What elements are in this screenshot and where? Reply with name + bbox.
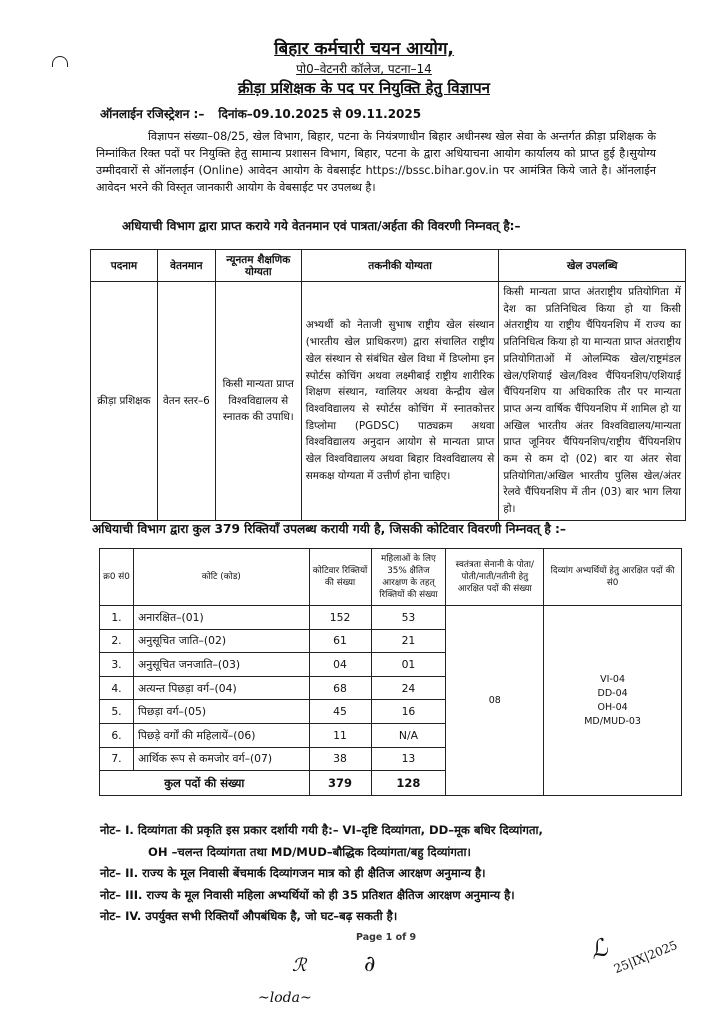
org-address: पो0–वेटनरी कॉलेज, पटना–14	[296, 62, 432, 76]
table-row: 1. अनारक्षित–(01) 152 53 08 VI-04 DD-04 OH-04 MD/MUD-03	[100, 606, 682, 630]
registration-period: दिनांक–09.10.2025 से 09.11.2025	[218, 107, 422, 121]
note-2: नोट– II. राज्य के मूल निवासी बेंचमार्क दिव्यांगजन मात्र को ही क्षैतिज आरक्षण अनुमान्य है।	[100, 866, 486, 880]
total-label: कुल पदों की संख्या	[100, 771, 310, 796]
vacancy-table	[99, 548, 682, 796]
col-category: कोटि (कोड)	[133, 549, 309, 606]
vacancy-heading: अधियाची विभाग द्वारा कुल 379 रिक्तियाँ उपलब्ध करायी गयी है, जिसकी कोटिवार विवरणी निम्नवत् है :–	[92, 522, 567, 536]
post-name: क्रीड़ा प्रशिक्षक	[91, 282, 158, 521]
col-women: महिलाओं के लिए 35% क्षैतिज आरक्षण के तहत् रिक्तियों की संख्या	[371, 549, 446, 606]
signature-initial-2: ∂	[364, 952, 376, 977]
disability-reservation: VI-04 DD-04 OH-04 MD/MUD-03	[544, 606, 682, 796]
eligibility-heading: अधियाची विभाग द्वारा प्राप्त कराये गये वेतनमान एवं पात्रता/अर्हता की विवरणी निम्नवत् है:–	[122, 219, 521, 233]
signature-initial-3: ~loda~	[258, 990, 312, 1006]
pay-level: वेतन स्तर–6	[157, 282, 215, 521]
intro-paragraph: विज्ञापन संख्या–08/25, खेल विभाग, बिहार, पटना के नियंत्रणाधीन बिहार अधीनस्थ खेल सेवा के अन्तर्गत क्रीड़ा प्रशिक्षक के निम्नांकित रिक्त पदों पर नियुक्ति हेतु सामान्य प्रशासन विभाग, बिहार, पटना के द्वारा अधियाचना आयोग कार्यालय को प्राप्त हुई है।सुयोग्य उम्मीदवारों से ऑनलाईन (Online) आवेदन आयोग के वेबसाईट https://bssc.bihar.gov.in पर आमंत्रित किये जाते है। ऑनलाईन आवेदन भरने की विस्तृत जानकारी आयोग के वेबसाईट पर उपलब्ध है।	[96, 130, 656, 194]
note-4: नोट– IV. उपर्युक्त सभी रिक्तियाँ औपबंधिक है, जो घट–बढ़ सकती है।	[100, 909, 398, 923]
note-1: नोट– I. दिव्यांगता की प्रकृति इस प्रकार दर्शायी गयी है:– VI–दृष्टि दिव्यांगता, DD–मूक बधिर दिव्यांगता,	[100, 823, 543, 837]
table-row: 5. पिछड़ा वर्ग–(05) 45 16	[100, 700, 682, 724]
page-number: Page 1 of 9	[356, 932, 417, 943]
note-3: नोट– III. राज्य के मूल निवासी महिला अभ्यर्थियों को ही 35 प्रतिशत क्षैतिज आरक्षण अनुमान्य है।	[100, 887, 515, 902]
note-1-continued: OH –चलन्त दिव्यांगता तथा MD/MUD–बौद्धिक दिव्यांगता/बहु दिव्यांगता।	[148, 844, 471, 859]
table-row: 4. अत्यन्त पिछड़ा वर्ग–(04) 68 24	[100, 676, 682, 700]
signature-initial-1: ℛ	[292, 955, 307, 976]
technical-qualification: अभ्यर्थी को नेताजी सुभाष राष्ट्रीय खेल संस्थान (भारतीय खेल प्राधिकरण) द्वारा संचालित राष्ट्रीय खेल संस्थान से संबंधित खेल विधा में डिप्लोमा इन स्पोर्टस कोचिंग अथवा लक्ष्मीबाई राष्ट्रीय शारीरिक शिक्षण संस्थान, ग्वालियर अथवा केन्द्रीय खेल विश्वविद्यालय से स्पोर्टस कोचिंग में स्नातकोत्तर डिप्लोमा (PGDSC) पाठ्यक्रम अथवा विश्वविद्यालय अनुदान आयोग से मान्यता प्राप्त खेल विश्वविद्यालय अथवा बिहार विश्वविद्यालय से समकक्ष योग्यता में उत्तीर्ण होना चाहिए।	[301, 282, 499, 521]
freedom-fighter-count: 08	[446, 606, 544, 796]
advertisement-title: क्रीड़ा प्रशिक्षक के पद पर नियुक्ति हेतु विज्ञापन	[238, 79, 490, 97]
table-row: 2. अनुसूचित जाति–(02) 61 21	[100, 629, 682, 653]
signature-date: 25|IX|2025	[611, 937, 680, 977]
col-technical: तकनीकी योग्यता	[301, 250, 499, 282]
col-sports: खेल उपलब्धि	[499, 250, 686, 282]
col-education: न्यूनतम शैक्षणिक योग्यता	[215, 250, 301, 282]
col-freedom-fighter: स्वतंत्रता सेनानी के पोता/पोती/नाती/नतीनी हेतु आरक्षित पदों की संख्या	[446, 549, 544, 606]
signature-main: ℒ	[586, 933, 612, 965]
notes-section	[100, 820, 690, 928]
eligibility-row	[91, 282, 686, 521]
education-qualification: किसी मान्यता प्राप्त विश्वविद्यालय से स्नातक की उपाधि।	[215, 282, 301, 521]
table-row: 6. पिछड़े वर्गों की महिलायें–(06) 11 N/A	[100, 723, 682, 747]
total-posts: 379	[309, 771, 371, 796]
registration-dates	[100, 105, 421, 122]
table-row: 3. अनुसूचित जनजाति–(03) 04 01	[100, 653, 682, 677]
col-post: पदनाम	[91, 250, 158, 282]
col-pay: वेतनमान	[157, 250, 215, 282]
col-total: कोटिवार रिक्तियों की संख्या	[309, 549, 371, 606]
registration-label: ऑनलाईन रजिस्ट्रेशन :–	[100, 107, 205, 121]
col-disability: दिव्यांग अभ्यर्थियों हेतु आरक्षित पदों की सं0	[544, 549, 682, 606]
col-serial: क्र0 सं0	[100, 549, 134, 606]
org-name: बिहार कर्मचारी चयन आयोग,	[274, 39, 454, 59]
eligibility-header-row	[91, 250, 686, 282]
total-women: 128	[371, 771, 446, 796]
table-row: 7. आर्थिक रूप से कमजोर वर्ग–(07) 38 13	[100, 747, 682, 771]
eligibility-table	[90, 249, 686, 521]
sports-achievement: किसी मान्यता प्राप्त अंतराष्ट्रीय प्रतियोगिता में देश का प्रतिनिधित्व किया हो या किसी अंतराष्ट्रीय या राष्ट्रीय चैंपियनशिप में राज्य का प्रतिनिधित्व किया हो या मान्यता प्राप्त अंतराष्ट्रीय प्रतियोगिताओं में ओलम्पिक खेल/राष्ट्रमंडल खेल/एशियाई खेल/विश्व चैंपियनशिप/एशियाई चैंपियनशिप या अधिकारिक तौर पर मान्यता प्राप्त अन्य वार्षिक चैंपियनशिप में शामिल हो या अखिल भारतीय अंतर विश्वविद्यालय/मान्यता प्राप्त जूनियर चैंपियनशिप/राष्ट्रीय चैंपियनशिप कम से कम दो (02) बार या अंतर सेवा प्रतियोगिता/अखिल भारतीय पुलिस खेल/अंतर रेलवे चैंपियनशिप में तीन (03) बार भाग लिया हो।	[499, 282, 686, 521]
vacancy-header-row	[100, 549, 682, 606]
